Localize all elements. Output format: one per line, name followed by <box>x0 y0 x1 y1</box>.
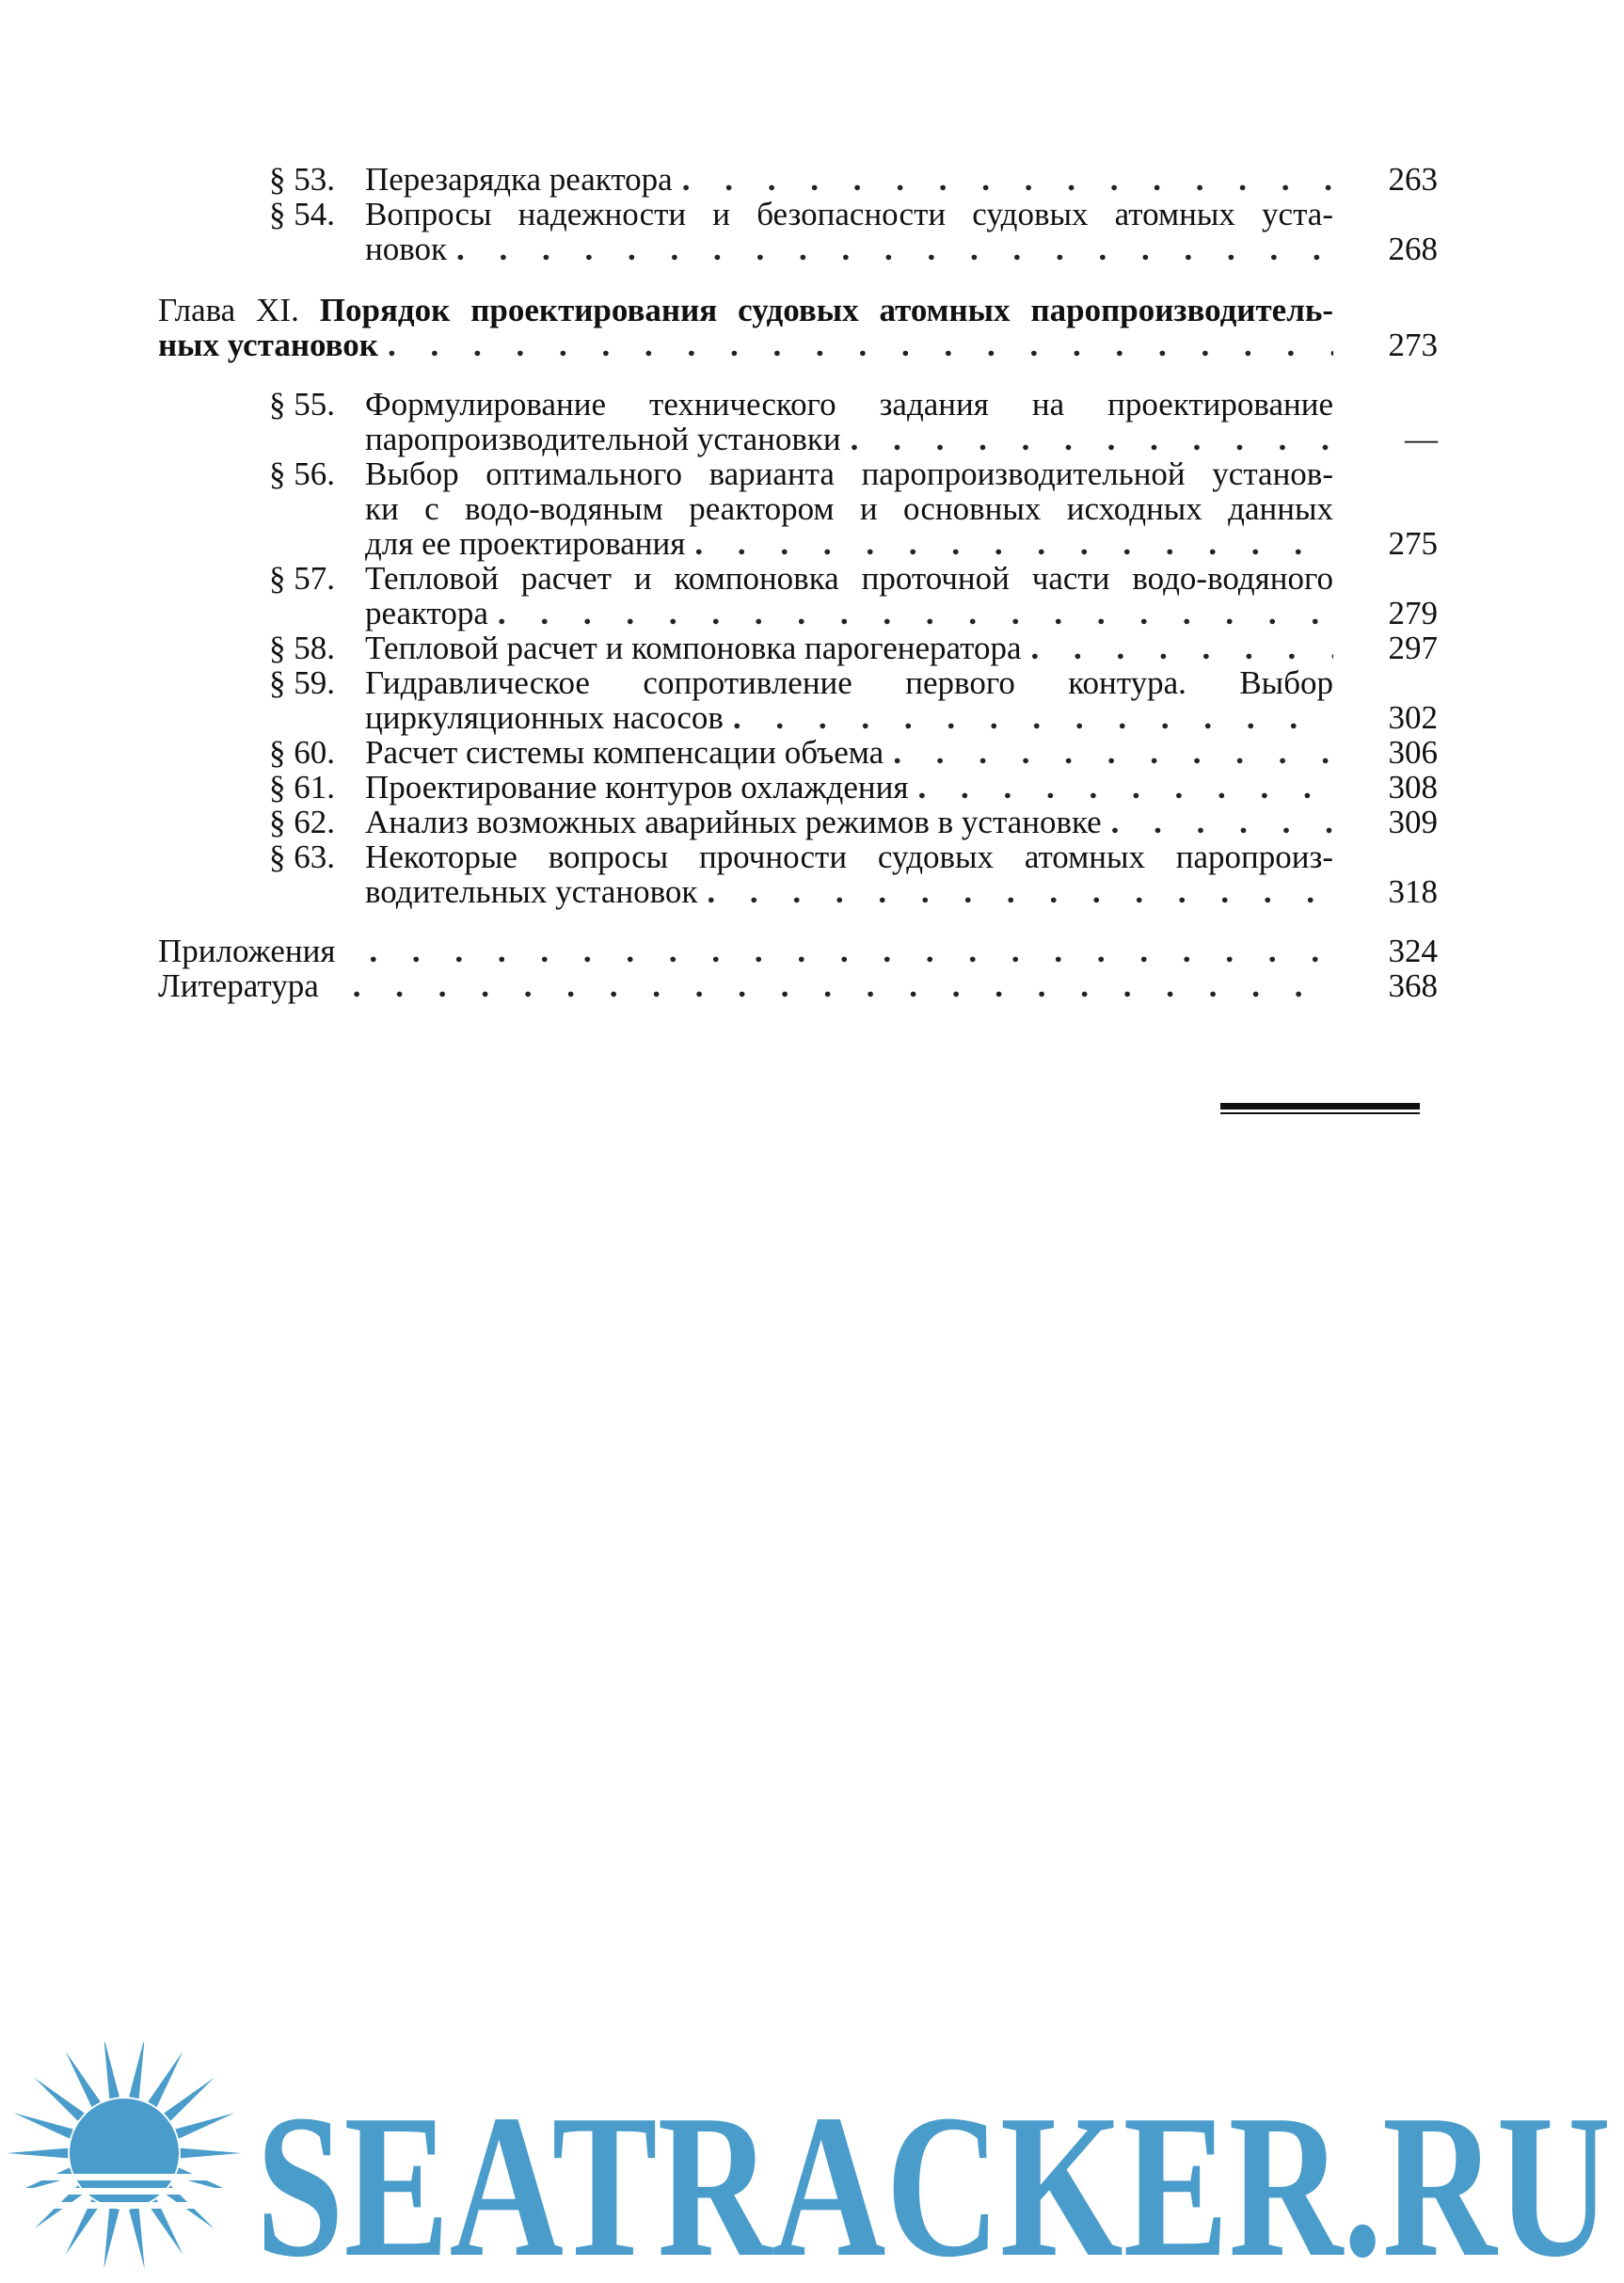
section-title-line: новок <box>365 231 448 267</box>
section-title-line: реактора <box>365 595 488 631</box>
leader-dots <box>498 596 1333 631</box>
entry-title: Литература <box>158 967 319 1004</box>
page-number: 308 <box>1388 769 1438 806</box>
toc-entry-appendices[interactable] <box>158 934 1438 968</box>
chapter-title-line2: ных установок <box>158 327 378 363</box>
page-number: 273 <box>1388 327 1438 363</box>
toc-entry[interactable] <box>158 631 1438 665</box>
page-number: 302 <box>1388 699 1438 736</box>
section-title: Тепловой расчет и компоновка парогенератора <box>365 630 1022 666</box>
toc-entry[interactable] <box>158 770 1438 805</box>
section-number: § 61. <box>269 769 335 806</box>
section-title-line: ки с водо-водяным реактором и основных исходных данных <box>365 490 1333 527</box>
page-number: 368 <box>1388 967 1438 1004</box>
leader-dots <box>707 874 1333 909</box>
section-title: Анализ возможных аварийных режимов в установке <box>365 804 1102 840</box>
section-title-line: Выбор оптимального варианта паропроизводительной установ- <box>365 455 1333 492</box>
leader-dots <box>1111 805 1333 839</box>
section-number: § 57. <box>269 560 335 597</box>
section-number: § 60. <box>269 734 335 771</box>
section-title-line: паропроизводительной установки <box>365 421 841 457</box>
chapter-title-line <box>158 293 1333 327</box>
page-number: 275 <box>1388 525 1438 562</box>
back-matter <box>158 934 1438 1003</box>
section-number: § 58. <box>269 630 335 666</box>
toc-entry[interactable] <box>158 839 1438 909</box>
section-title-line: Формулирование технического задания на проектирование <box>365 386 1333 423</box>
leader-dots <box>917 770 1333 805</box>
leader-dots <box>682 162 1333 197</box>
watermark-text: SEATRACKER.RU <box>256 2073 1611 2283</box>
section-number: § 53. <box>269 161 335 198</box>
section-number: § 62. <box>269 804 335 840</box>
section-title-line: водительных установок <box>365 873 698 910</box>
leader-dots <box>456 231 1333 266</box>
section-title: Расчет системы компенсации объема <box>365 734 884 771</box>
section-title-line: Гидравлическое сопротивление первого контура. Выбор <box>365 664 1333 701</box>
leader-dots <box>733 700 1333 735</box>
section-number: § 63. <box>269 838 335 875</box>
toc-entry[interactable] <box>158 561 1438 631</box>
page-number: 263 <box>1388 161 1438 198</box>
page-number: 309 <box>1388 804 1438 840</box>
chapter-entry[interactable] <box>158 293 1438 362</box>
page-number: — <box>1405 421 1438 457</box>
toc-entry[interactable] <box>158 665 1438 735</box>
page-number: 268 <box>1388 231 1438 267</box>
sun-icon <box>0 2042 263 2269</box>
leader-dots <box>851 422 1333 456</box>
section-title-line: Некоторые вопросы прочности судовых атомных паропроиз- <box>365 838 1333 875</box>
section-title: Проектирование контуров охлаждения <box>365 769 909 806</box>
chapter-prefix: Глава XI. <box>158 292 299 328</box>
toc-entry[interactable] <box>158 387 1438 456</box>
page-number: 279 <box>1388 595 1438 631</box>
table-of-contents <box>158 162 1438 1003</box>
toc-entry[interactable] <box>158 735 1438 770</box>
leader-dots <box>369 934 1333 968</box>
toc-entry[interactable] <box>158 805 1438 839</box>
toc-entry[interactable] <box>158 456 1438 561</box>
page-number: 297 <box>1388 630 1438 666</box>
watermark-svg <box>0 2042 1624 2283</box>
page-number: 318 <box>1388 873 1438 910</box>
watermark-logo <box>0 2042 1624 2283</box>
section-number: § 56. <box>269 455 335 492</box>
leader-dots <box>893 735 1333 770</box>
end-rule <box>1220 1103 1420 1114</box>
section-title-line: циркуляционных насосов <box>365 699 724 736</box>
toc-entry[interactable] <box>158 197 1438 266</box>
chapter-title: Порядок проектирования судовых атомных паропроизводитель- <box>319 292 1334 328</box>
toc-entry-literature[interactable] <box>158 968 1438 1003</box>
page-number: 306 <box>1388 734 1438 771</box>
section-number: § 59. <box>269 664 335 701</box>
leader-dots <box>353 968 1333 1003</box>
leader-dots <box>388 327 1333 362</box>
section-number: § 55. <box>269 386 335 423</box>
toc-entry[interactable] <box>158 162 1438 197</box>
leader-dots <box>694 526 1333 561</box>
leader-dots <box>1031 631 1334 665</box>
section-title-line: Тепловой расчет и компоновка проточной части водо-водяного <box>365 560 1333 597</box>
section-title-line: для ее проектирования <box>365 525 686 562</box>
section-title-line: Вопросы надежности и безопасности судовых атомных уста- <box>365 196 1333 232</box>
section-number: § 54. <box>269 196 335 232</box>
page-number: 324 <box>1388 933 1438 969</box>
section-title: Перезарядка реактора <box>365 161 673 198</box>
entry-title: Приложения <box>158 933 336 969</box>
